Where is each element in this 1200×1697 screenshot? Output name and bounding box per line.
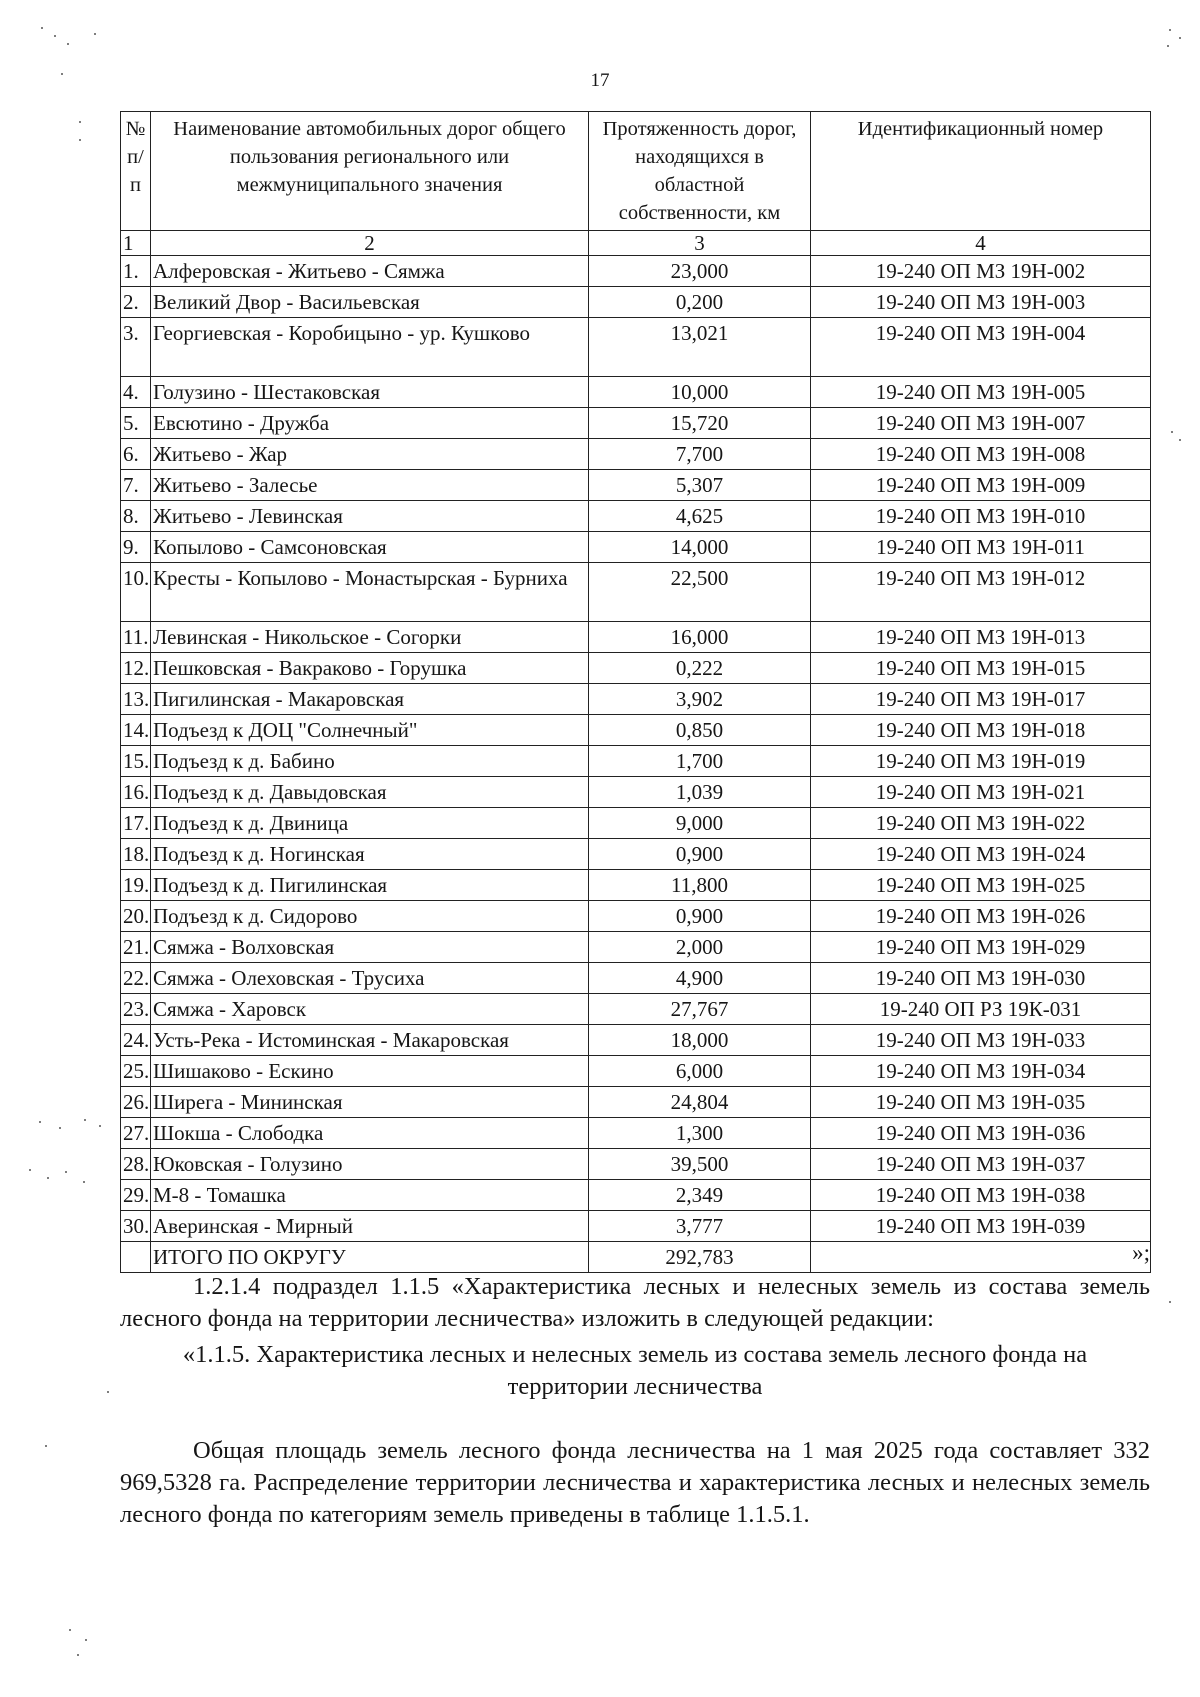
- closing-quote: »;: [1132, 1240, 1150, 1265]
- row-number: 2.: [121, 287, 151, 318]
- row-number: 21.: [121, 932, 151, 963]
- total-number: [121, 1242, 151, 1273]
- road-id: 19-240 ОП МЗ 19Н-017: [811, 684, 1151, 715]
- road-name: Кресты - Копылово - Монастырская - Бурниха: [151, 563, 589, 622]
- road-length: 23,000: [589, 256, 811, 287]
- table-row: [121, 715, 1151, 746]
- table-row: [121, 1118, 1151, 1149]
- table-row: [121, 1149, 1151, 1180]
- row-number: 1.: [121, 256, 151, 287]
- row-number: 4.: [121, 377, 151, 408]
- table-row: [121, 501, 1151, 532]
- road-length: 5,307: [589, 470, 811, 501]
- row-number: 30.: [121, 1211, 151, 1242]
- table-row: [121, 622, 1151, 653]
- table-header-row: [121, 112, 1151, 231]
- row-number: 16.: [121, 777, 151, 808]
- road-id: 19-240 ОП МЗ 19Н-013: [811, 622, 1151, 653]
- road-id: 19-240 ОП МЗ 19Н-037: [811, 1149, 1151, 1180]
- road-name: Усть-Река - Истоминская - Макаровская: [151, 1025, 589, 1056]
- road-name: Подъезд к д. Пигилинская: [151, 870, 589, 901]
- header-id: Идентификационный номер: [811, 112, 1151, 231]
- road-length: 9,000: [589, 808, 811, 839]
- road-length: 3,777: [589, 1211, 811, 1242]
- road-name: Ширега - Мининская: [151, 1087, 589, 1118]
- road-id: 19-240 ОП МЗ 19Н-024: [811, 839, 1151, 870]
- road-length: 1,700: [589, 746, 811, 777]
- road-name: Евсютино - Дружба: [151, 408, 589, 439]
- row-number: 12.: [121, 653, 151, 684]
- road-name: Шокша - Слободка: [151, 1118, 589, 1149]
- table-row: [121, 563, 1151, 622]
- road-length: 0,850: [589, 715, 811, 746]
- road-id: 19-240 ОП МЗ 19Н-005: [811, 377, 1151, 408]
- road-id: 19-240 ОП МЗ 19Н-033: [811, 1025, 1151, 1056]
- total-id: [811, 1242, 1151, 1273]
- road-name: Пешковская - Вакраково - Горушка: [151, 653, 589, 684]
- road-name: Подъезд к д. Сидорово: [151, 901, 589, 932]
- road-name: Копылово - Самсоновская: [151, 532, 589, 563]
- road-length: 0,900: [589, 901, 811, 932]
- road-id: 19-240 ОП МЗ 19Н-012: [811, 563, 1151, 622]
- road-name: М-8 - Томашка: [151, 1180, 589, 1211]
- road-length: 22,500: [589, 563, 811, 622]
- road-id: 19-240 ОП МЗ 19Н-004: [811, 318, 1151, 377]
- road-length: 0,200: [589, 287, 811, 318]
- road-name: Житьево - Залесье: [151, 470, 589, 501]
- road-id: 19-240 ОП МЗ 19Н-015: [811, 653, 1151, 684]
- row-number: 19.: [121, 870, 151, 901]
- road-id: 19-240 ОП МЗ 19Н-018: [811, 715, 1151, 746]
- row-number: 14.: [121, 715, 151, 746]
- row-number: 11.: [121, 622, 151, 653]
- row-number: 27.: [121, 1118, 151, 1149]
- row-number: 23.: [121, 994, 151, 1025]
- table-row: [121, 256, 1151, 287]
- road-id: 19-240 ОП МЗ 19Н-021: [811, 777, 1151, 808]
- road-id: 19-240 ОП МЗ 19Н-030: [811, 963, 1151, 994]
- table-row: [121, 870, 1151, 901]
- road-name: Сямжа - Волховская: [151, 932, 589, 963]
- page-number: 17: [590, 70, 610, 91]
- road-id: 19-240 ОП МЗ 19Н-038: [811, 1180, 1151, 1211]
- road-length: 39,500: [589, 1149, 811, 1180]
- header-road-name: Наименование автомобильных дорог общего пользования регионального или межмуниципального значения: [151, 112, 589, 231]
- total-row: [121, 1242, 1151, 1273]
- table-row: [121, 1087, 1151, 1118]
- road-id: 19-240 ОП МЗ 19Н-011: [811, 532, 1151, 563]
- road-name: Голузино - Шестаковская: [151, 377, 589, 408]
- road-length: 27,767: [589, 994, 811, 1025]
- road-name: Великий Двор - Васильевская: [151, 287, 589, 318]
- table-row: [121, 994, 1151, 1025]
- table-row: [121, 318, 1151, 377]
- road-length: 13,021: [589, 318, 811, 377]
- table-row: [121, 684, 1151, 715]
- row-number: 10.: [121, 563, 151, 622]
- road-id: 19-240 ОП МЗ 19Н-034: [811, 1056, 1151, 1087]
- road-name: Сямжа - Харовск: [151, 994, 589, 1025]
- body-paragraph: Общая площадь земель лесного фонда лесничества на 1 мая 2025 года составляет 332 969,5328 га. Распределение территории лесничества и характеристика лесных и нелесных земель лесного фонда по категориям земель приведены в таблице 1.1.5.1.: [120, 1437, 1150, 1528]
- road-name: Сямжа - Олеховская - Трусиха: [151, 963, 589, 994]
- road-name: Алферовская - Житьево - Сямжа: [151, 256, 589, 287]
- table-row: [121, 1180, 1151, 1211]
- road-id: 19-240 ОП МЗ 19Н-026: [811, 901, 1151, 932]
- road-length: 3,902: [589, 684, 811, 715]
- road-name: Подъезд к д. Давыдовская: [151, 777, 589, 808]
- road-name: Георгиевская - Коробицыно - ур. Кушково: [151, 318, 589, 377]
- road-id: 19-240 ОП МЗ 19Н-022: [811, 808, 1151, 839]
- road-length: 7,700: [589, 439, 811, 470]
- road-id: 19-240 ОП МЗ 19Н-019: [811, 746, 1151, 777]
- table-row: [121, 470, 1151, 501]
- road-length: 15,720: [589, 408, 811, 439]
- row-number: 26.: [121, 1087, 151, 1118]
- table-row: [121, 1056, 1151, 1087]
- road-id: 19-240 ОП РЗ 19К-031: [811, 994, 1151, 1025]
- road-id: 19-240 ОП МЗ 19Н-009: [811, 470, 1151, 501]
- road-id: 19-240 ОП МЗ 19Н-008: [811, 439, 1151, 470]
- road-length: 2,349: [589, 1180, 811, 1211]
- road-name: Житьево - Левинская: [151, 501, 589, 532]
- road-length: 16,000: [589, 622, 811, 653]
- column-number: 2: [151, 231, 589, 256]
- road-name: Юковская - Голузино: [151, 1149, 589, 1180]
- header-number: № п/п: [121, 112, 151, 231]
- row-number: 3.: [121, 318, 151, 377]
- table-row: [121, 1025, 1151, 1056]
- road-length: 11,800: [589, 870, 811, 901]
- road-name: Житьево - Жар: [151, 439, 589, 470]
- road-name: Аверинская - Мирный: [151, 1211, 589, 1242]
- total-label: ИТОГО ПО ОКРУГУ: [151, 1242, 589, 1273]
- row-number: 17.: [121, 808, 151, 839]
- road-length: 0,222: [589, 653, 811, 684]
- row-number: 24.: [121, 1025, 151, 1056]
- row-number: 18.: [121, 839, 151, 870]
- road-name: Подъезд к д. Бабино: [151, 746, 589, 777]
- table-row: [121, 287, 1151, 318]
- table-row: [121, 439, 1151, 470]
- table-row: [121, 777, 1151, 808]
- header-length: Протяженность дорог, находящихся в областной собственности, км: [589, 112, 811, 231]
- road-name: Подъезд к ДОЦ "Солнечный": [151, 715, 589, 746]
- row-number: 6.: [121, 439, 151, 470]
- row-number: 13.: [121, 684, 151, 715]
- total-length: 292,783: [589, 1242, 811, 1273]
- road-length: 0,900: [589, 839, 811, 870]
- road-id: 19-240 ОП МЗ 19Н-007: [811, 408, 1151, 439]
- road-length: 1,300: [589, 1118, 811, 1149]
- table-row: [121, 808, 1151, 839]
- row-number: 29.: [121, 1180, 151, 1211]
- table-row: [121, 901, 1151, 932]
- road-length: 1,039: [589, 777, 811, 808]
- column-number: 4: [811, 231, 1151, 256]
- road-length: 6,000: [589, 1056, 811, 1087]
- road-name: Пигилинская - Макаровская: [151, 684, 589, 715]
- row-number: 20.: [121, 901, 151, 932]
- road-id: 19-240 ОП МЗ 19Н-036: [811, 1118, 1151, 1149]
- table-row: [121, 963, 1151, 994]
- road-id: 19-240 ОП МЗ 19Н-029: [811, 932, 1151, 963]
- road-id: 19-240 ОП МЗ 19Н-025: [811, 870, 1151, 901]
- road-id: 19-240 ОП МЗ 19Н-035: [811, 1087, 1151, 1118]
- table-row: [121, 532, 1151, 563]
- table-row: [121, 653, 1151, 684]
- road-length: 18,000: [589, 1025, 811, 1056]
- road-id: 19-240 ОП МЗ 19Н-002: [811, 256, 1151, 287]
- row-number: 28.: [121, 1149, 151, 1180]
- road-id: 19-240 ОП МЗ 19Н-003: [811, 287, 1151, 318]
- table-row: [121, 746, 1151, 777]
- section-heading: «1.1.5. Характеристика лесных и нелесных земель из состава земель лесного фонда на территории лесничества: [182, 1341, 1088, 1400]
- road-name: Подъезд к д. Ногинская: [151, 839, 589, 870]
- road-length: 4,900: [589, 963, 811, 994]
- row-number: 7.: [121, 470, 151, 501]
- road-id: 19-240 ОП МЗ 19Н-039: [811, 1211, 1151, 1242]
- road-name: Шишаково - Ескино: [151, 1056, 589, 1087]
- table-row: [121, 932, 1151, 963]
- road-length: 10,000: [589, 377, 811, 408]
- road-id: 19-240 ОП МЗ 19Н-010: [811, 501, 1151, 532]
- row-number: 15.: [121, 746, 151, 777]
- column-number-row: [121, 231, 1151, 256]
- road-length: 24,804: [589, 1087, 811, 1118]
- roads-table: [120, 111, 1151, 1273]
- table-row: [121, 408, 1151, 439]
- row-number: 25.: [121, 1056, 151, 1087]
- row-number: 8.: [121, 501, 151, 532]
- column-number: 1: [121, 231, 151, 256]
- table-row: [121, 1211, 1151, 1242]
- table-row: [121, 377, 1151, 408]
- road-length: 2,000: [589, 932, 811, 963]
- road-length: 14,000: [589, 532, 811, 563]
- column-number: 3: [589, 231, 811, 256]
- road-length: 4,625: [589, 501, 811, 532]
- amendment-paragraph: 1.2.1.4 подраздел 1.1.5 «Характеристика лесных и нелесных земель из состава земель лесного фонда на территории лесничества» изложить в следующей редакции:: [120, 1273, 1150, 1332]
- row-number: 22.: [121, 963, 151, 994]
- table-row: [121, 839, 1151, 870]
- road-name: Левинская - Никольское - Согорки: [151, 622, 589, 653]
- row-number: 9.: [121, 532, 151, 563]
- road-name: Подъезд к д. Двиница: [151, 808, 589, 839]
- row-number: 5.: [121, 408, 151, 439]
